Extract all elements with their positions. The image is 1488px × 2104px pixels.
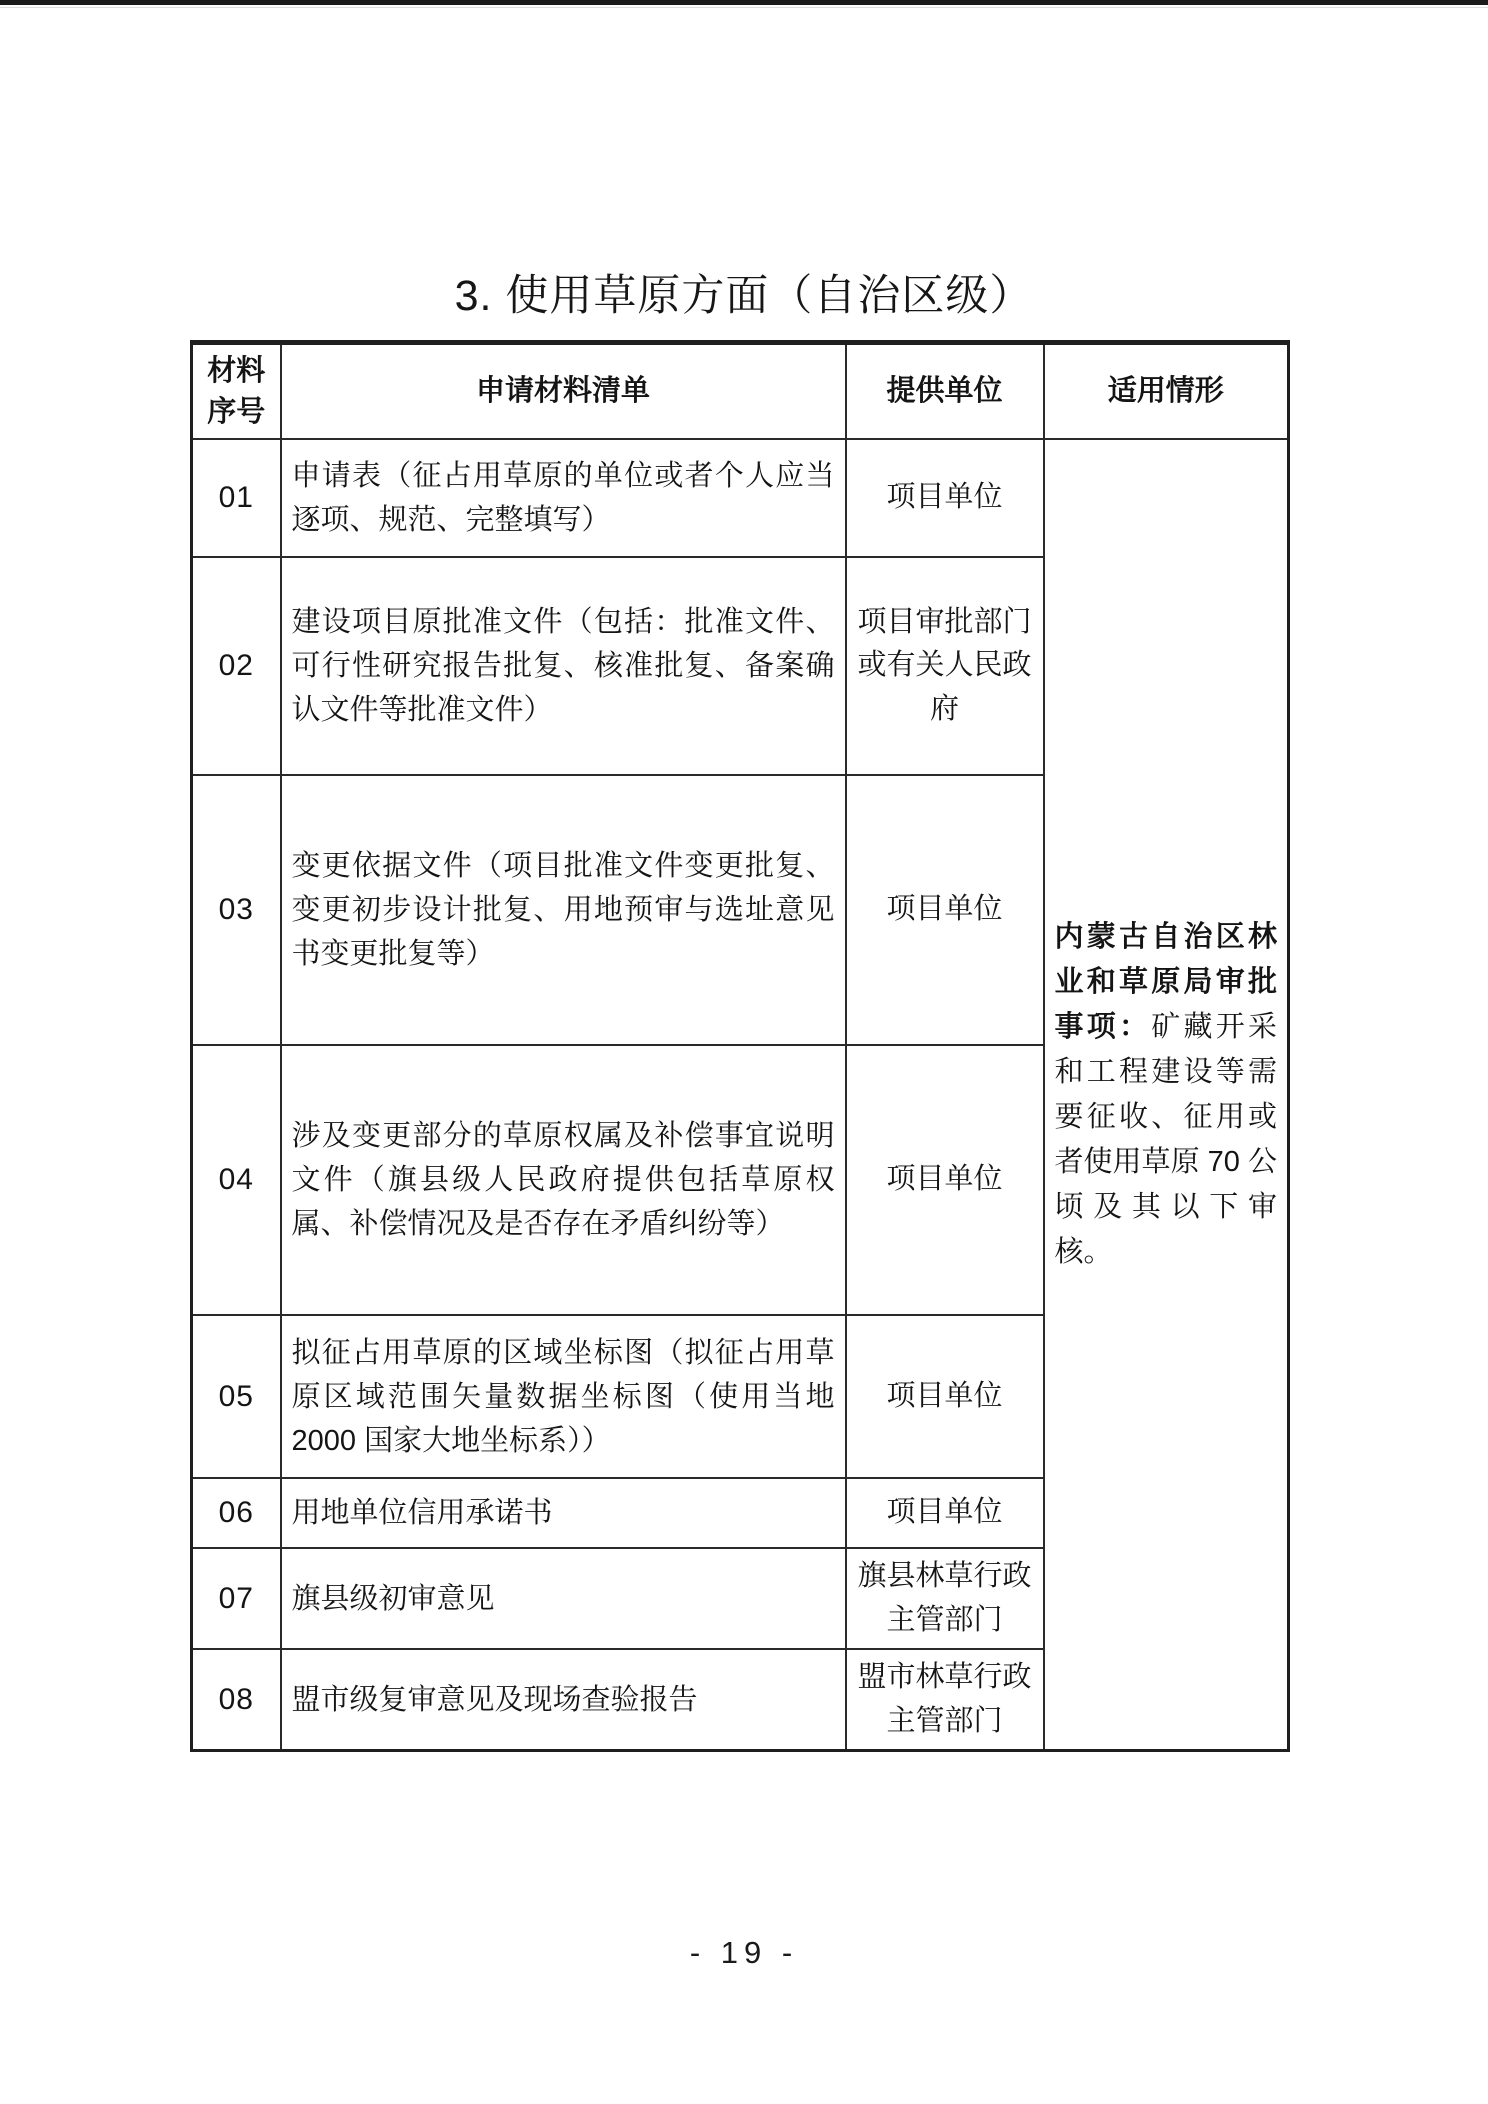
cell-material-no: 04 [192, 1045, 281, 1315]
cell-material-no: 01 [192, 439, 281, 557]
cell-material-list: 建设项目原批准文件（包括：批准文件、可行性研究报告批复、核准批复、备案确认文件等批准文件） [281, 557, 846, 775]
applicable-body-text: 矿藏开采和工程建设等需要征收、征用或者使用草原 70 公顷及其以下审核。 [1054, 1010, 1277, 1268]
cell-material-list: 拟征占用草原的区域坐标图（拟征占用草原区域范围矢量数据坐标图（使用当地 2000 国家大地坐标系）） [281, 1315, 846, 1478]
applicable-bold-lead: 内蒙古自治区林业和草原局审批事项： [1054, 920, 1277, 1043]
cell-material-list: 旗县级初审意见 [281, 1548, 846, 1649]
cell-material-no: 05 [192, 1315, 281, 1478]
materials-table [190, 340, 1290, 1752]
cell-material-no: 06 [192, 1478, 281, 1548]
cell-material-list: 盟市级复审意见及现场查验报告 [281, 1649, 846, 1751]
cell-provider: 项目单位 [846, 439, 1044, 557]
page-number: - 19 - [689, 1935, 799, 1970]
cell-provider: 盟市林草行政主管部门 [846, 1649, 1044, 1751]
header-cell-material-list: 申请材料清单 [281, 343, 846, 440]
table-row [192, 439, 1289, 557]
cell-material-no: 02 [192, 557, 281, 775]
page-top-edge-shadow [0, 7, 1488, 8]
table-header-row [192, 343, 1289, 440]
page-top-edge-bar [0, 0, 1488, 5]
cell-provider: 项目审批部门或有关人民政府 [846, 557, 1044, 775]
cell-material-no: 08 [192, 1649, 281, 1751]
cell-material-list: 涉及变更部分的草原权属及补偿事宜说明文件（旗县级人民政府提供包括草原权属、补偿情况及是否存在矛盾纠纷等） [281, 1045, 846, 1315]
cell-provider: 项目单位 [846, 775, 1044, 1045]
header-cell-provider: 提供单位 [846, 343, 1044, 440]
materials-table-container [190, 340, 1287, 1752]
header-cell-applicable: 适用情形 [1044, 343, 1289, 440]
cell-applicable-merged [1044, 439, 1289, 1751]
cell-provider: 项目单位 [846, 1478, 1044, 1548]
cell-material-list: 申请表（征占用草原的单位或者个人应当逐项、规范、完整填写） [281, 439, 846, 557]
cell-material-list: 变更依据文件（项目批准文件变更批复、变更初步设计批复、用地预审与选址意见书变更批复等） [281, 775, 846, 1045]
cell-material-list: 用地单位信用承诺书 [281, 1478, 846, 1548]
cell-material-no: 07 [192, 1548, 281, 1649]
cell-material-no: 03 [192, 775, 281, 1045]
header-cell-material-no: 材料序号 [192, 343, 281, 440]
cell-provider: 项目单位 [846, 1315, 1044, 1478]
cell-provider: 旗县林草行政主管部门 [846, 1548, 1044, 1649]
page-title: 3. 使用草原方面（自治区级） [454, 272, 1034, 320]
cell-provider: 项目单位 [846, 1045, 1044, 1315]
